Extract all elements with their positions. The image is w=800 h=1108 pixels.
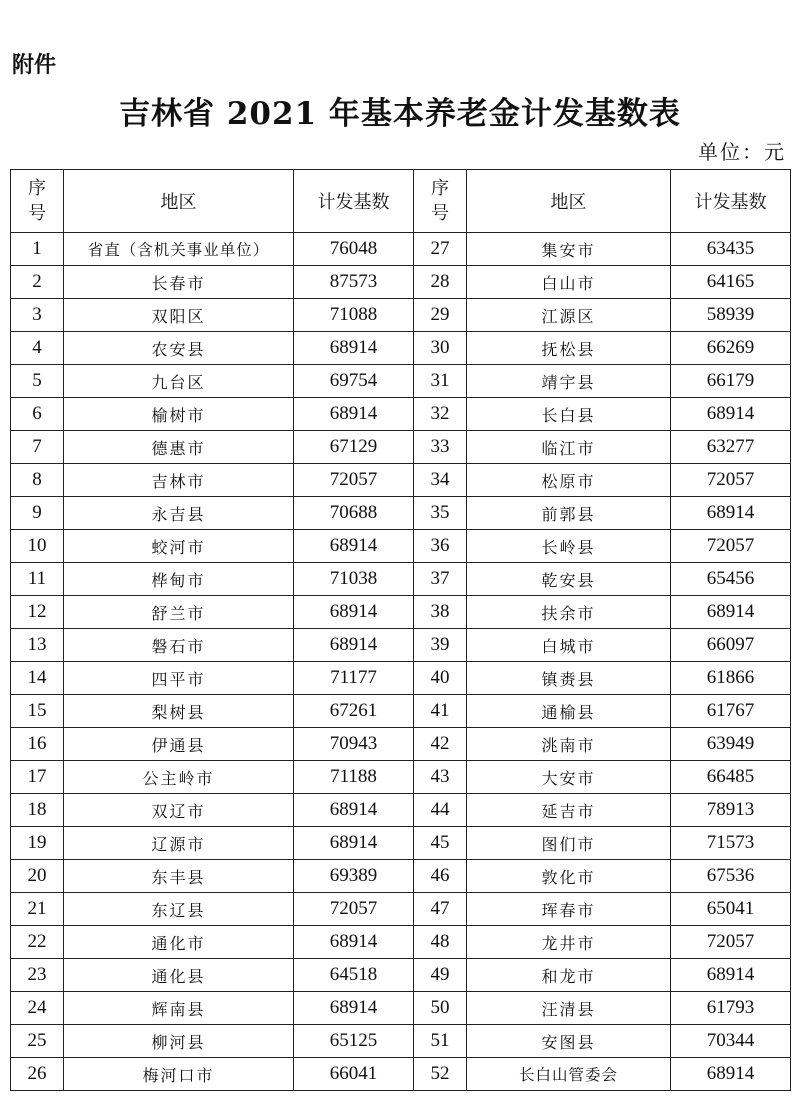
row-number-right: 27 (414, 233, 467, 266)
region-name-left: 通化县 (64, 959, 294, 992)
row-number-right: 48 (414, 926, 467, 959)
header-seq-right: 序 号 (414, 170, 467, 233)
region-name-left: 舒兰市 (64, 596, 294, 629)
base-amount-left: 66041 (294, 1058, 414, 1091)
row-number-right: 28 (414, 266, 467, 299)
table-row (11, 662, 791, 695)
region-name-right: 前郭县 (467, 497, 671, 530)
base-amount-right: 72057 (671, 530, 791, 563)
table-row (11, 365, 791, 398)
row-number-right: 37 (414, 563, 467, 596)
region-name-left: 梅河口市 (64, 1058, 294, 1091)
base-amount-right: 65041 (671, 893, 791, 926)
region-name-right: 珲春市 (467, 893, 671, 926)
region-name-right: 白山市 (467, 266, 671, 299)
table-header-row (11, 170, 791, 233)
base-amount-left: 68914 (294, 827, 414, 860)
row-number-left: 19 (11, 827, 64, 860)
table-row (11, 497, 791, 530)
row-number-left: 18 (11, 794, 64, 827)
header-region-right: 地区 (467, 170, 671, 233)
region-name-left: 九台区 (64, 365, 294, 398)
table-row (11, 596, 791, 629)
row-number-right: 35 (414, 497, 467, 530)
document-title: 吉林省 2021 年基本养老金计发基数表 (119, 96, 681, 132)
row-number-left: 23 (11, 959, 64, 992)
region-name-left: 四平市 (64, 662, 294, 695)
region-name-right: 通榆县 (467, 695, 671, 728)
base-amount-left: 67129 (294, 431, 414, 464)
region-name-right: 长白山管委会 (467, 1058, 671, 1091)
region-name-right: 汪清县 (467, 992, 671, 1025)
table-row (11, 860, 791, 893)
row-number-left: 14 (11, 662, 64, 695)
row-number-right: 39 (414, 629, 467, 662)
region-name-left: 双阳区 (64, 299, 294, 332)
table-row (11, 893, 791, 926)
row-number-left: 10 (11, 530, 64, 563)
base-amount-left: 68914 (294, 530, 414, 563)
region-name-left: 柳河县 (64, 1025, 294, 1058)
header-region-left: 地区 (64, 170, 294, 233)
row-number-right: 36 (414, 530, 467, 563)
base-amount-right: 64165 (671, 266, 791, 299)
base-amount-right: 58939 (671, 299, 791, 332)
unit-label: 单位：元 (698, 140, 786, 164)
base-amount-left: 69389 (294, 860, 414, 893)
row-number-left: 2 (11, 266, 64, 299)
region-name-left: 双辽市 (64, 794, 294, 827)
table-row (11, 398, 791, 431)
base-amount-right: 68914 (671, 497, 791, 530)
base-amount-right: 71573 (671, 827, 791, 860)
row-number-left: 5 (11, 365, 64, 398)
header-base-right: 计发基数 (671, 170, 791, 233)
base-amount-left: 70688 (294, 497, 414, 530)
region-name-right: 龙井市 (467, 926, 671, 959)
pension-base-table (10, 169, 791, 1091)
table-row (11, 992, 791, 1025)
base-amount-left: 67261 (294, 695, 414, 728)
row-number-right: 50 (414, 992, 467, 1025)
region-name-left: 长春市 (64, 266, 294, 299)
table-row (11, 563, 791, 596)
table-row (11, 629, 791, 662)
base-amount-right: 61793 (671, 992, 791, 1025)
base-amount-left: 68914 (294, 596, 414, 629)
base-amount-left: 68914 (294, 992, 414, 1025)
base-amount-left: 68914 (294, 332, 414, 365)
row-number-left: 26 (11, 1058, 64, 1091)
row-number-right: 52 (414, 1058, 467, 1091)
base-amount-right: 63435 (671, 233, 791, 266)
base-amount-right: 68914 (671, 959, 791, 992)
base-amount-right: 70344 (671, 1025, 791, 1058)
base-amount-left: 65125 (294, 1025, 414, 1058)
region-name-left: 辽源市 (64, 827, 294, 860)
base-amount-left: 68914 (294, 794, 414, 827)
base-amount-left: 68914 (294, 926, 414, 959)
region-name-left: 东丰县 (64, 860, 294, 893)
table-row (11, 728, 791, 761)
base-amount-left: 71088 (294, 299, 414, 332)
row-number-left: 17 (11, 761, 64, 794)
region-name-left: 东辽县 (64, 893, 294, 926)
base-amount-right: 61767 (671, 695, 791, 728)
region-name-right: 长白县 (467, 398, 671, 431)
region-name-right: 松原市 (467, 464, 671, 497)
region-name-left: 农安县 (64, 332, 294, 365)
row-number-right: 40 (414, 662, 467, 695)
base-amount-left: 71188 (294, 761, 414, 794)
region-name-left: 省直（含机关事业单位） (64, 233, 294, 266)
region-name-right: 延吉市 (467, 794, 671, 827)
row-number-left: 16 (11, 728, 64, 761)
base-amount-right: 68914 (671, 1058, 791, 1091)
row-number-right: 32 (414, 398, 467, 431)
table-row (11, 827, 791, 860)
region-name-left: 桦甸市 (64, 563, 294, 596)
row-number-right: 43 (414, 761, 467, 794)
row-number-left: 20 (11, 860, 64, 893)
region-name-right: 集安市 (467, 233, 671, 266)
row-number-right: 41 (414, 695, 467, 728)
base-amount-right: 72057 (671, 464, 791, 497)
row-number-right: 47 (414, 893, 467, 926)
row-number-left: 13 (11, 629, 64, 662)
base-amount-left: 76048 (294, 233, 414, 266)
table-row (11, 959, 791, 992)
attachment-label: 附件 (12, 53, 57, 78)
row-number-right: 44 (414, 794, 467, 827)
table-row (11, 464, 791, 497)
base-amount-left: 70943 (294, 728, 414, 761)
region-name-right: 图们市 (467, 827, 671, 860)
row-number-left: 4 (11, 332, 64, 365)
row-number-left: 8 (11, 464, 64, 497)
table-row (11, 530, 791, 563)
base-amount-left: 71038 (294, 563, 414, 596)
row-number-right: 42 (414, 728, 467, 761)
table-row (11, 794, 791, 827)
table-row (11, 266, 791, 299)
base-amount-left: 69754 (294, 365, 414, 398)
region-name-right: 江源区 (467, 299, 671, 332)
table-row (11, 761, 791, 794)
row-number-left: 21 (11, 893, 64, 926)
region-name-left: 通化市 (64, 926, 294, 959)
row-number-left: 11 (11, 563, 64, 596)
row-number-right: 29 (414, 299, 467, 332)
table-row (11, 332, 791, 365)
region-name-left: 磐石市 (64, 629, 294, 662)
table-row (11, 233, 791, 266)
row-number-left: 12 (11, 596, 64, 629)
row-number-right: 45 (414, 827, 467, 860)
row-number-left: 7 (11, 431, 64, 464)
region-name-right: 靖宇县 (467, 365, 671, 398)
base-amount-left: 68914 (294, 398, 414, 431)
region-name-right: 抚松县 (467, 332, 671, 365)
row-number-left: 6 (11, 398, 64, 431)
region-name-left: 伊通县 (64, 728, 294, 761)
base-amount-left: 72057 (294, 464, 414, 497)
base-amount-right: 61866 (671, 662, 791, 695)
region-name-left: 德惠市 (64, 431, 294, 464)
base-amount-right: 65456 (671, 563, 791, 596)
region-name-right: 和龙市 (467, 959, 671, 992)
row-number-left: 25 (11, 1025, 64, 1058)
region-name-left: 吉林市 (64, 464, 294, 497)
row-number-right: 31 (414, 365, 467, 398)
region-name-right: 白城市 (467, 629, 671, 662)
base-amount-right: 72057 (671, 926, 791, 959)
region-name-right: 乾安县 (467, 563, 671, 596)
region-name-right: 临江市 (467, 431, 671, 464)
region-name-right: 镇赉县 (467, 662, 671, 695)
row-number-right: 30 (414, 332, 467, 365)
base-amount-right: 66485 (671, 761, 791, 794)
base-amount-right: 63277 (671, 431, 791, 464)
base-amount-right: 66097 (671, 629, 791, 662)
region-name-right: 安图县 (467, 1025, 671, 1058)
region-name-right: 长岭县 (467, 530, 671, 563)
row-number-right: 51 (414, 1025, 467, 1058)
base-amount-right: 67536 (671, 860, 791, 893)
region-name-left: 辉南县 (64, 992, 294, 1025)
region-name-right: 扶余市 (467, 596, 671, 629)
row-number-left: 1 (11, 233, 64, 266)
base-amount-right: 66179 (671, 365, 791, 398)
base-amount-left: 87573 (294, 266, 414, 299)
table-row (11, 926, 791, 959)
region-name-right: 敦化市 (467, 860, 671, 893)
region-name-left: 梨树县 (64, 695, 294, 728)
table-row (11, 299, 791, 332)
base-amount-right: 68914 (671, 596, 791, 629)
row-number-right: 33 (414, 431, 467, 464)
header-seq-left: 序 号 (11, 170, 64, 233)
row-number-right: 49 (414, 959, 467, 992)
region-name-right: 大安市 (467, 761, 671, 794)
base-amount-left: 68914 (294, 629, 414, 662)
base-amount-right: 78913 (671, 794, 791, 827)
table-row (11, 431, 791, 464)
region-name-left: 蛟河市 (64, 530, 294, 563)
region-name-left: 榆树市 (64, 398, 294, 431)
base-amount-left: 64518 (294, 959, 414, 992)
table-row (11, 695, 791, 728)
row-number-right: 38 (414, 596, 467, 629)
table-row (11, 1058, 791, 1091)
base-amount-left: 71177 (294, 662, 414, 695)
row-number-left: 24 (11, 992, 64, 1025)
region-name-right: 洮南市 (467, 728, 671, 761)
base-amount-right: 63949 (671, 728, 791, 761)
table-body (11, 233, 791, 1091)
region-name-left: 公主岭市 (64, 761, 294, 794)
header-base-left: 计发基数 (294, 170, 414, 233)
base-amount-left: 72057 (294, 893, 414, 926)
row-number-left: 3 (11, 299, 64, 332)
row-number-left: 15 (11, 695, 64, 728)
region-name-left: 永吉县 (64, 497, 294, 530)
row-number-left: 9 (11, 497, 64, 530)
row-number-right: 46 (414, 860, 467, 893)
base-amount-right: 66269 (671, 332, 791, 365)
row-number-left: 22 (11, 926, 64, 959)
table-row (11, 1025, 791, 1058)
row-number-right: 34 (414, 464, 467, 497)
base-amount-right: 68914 (671, 398, 791, 431)
